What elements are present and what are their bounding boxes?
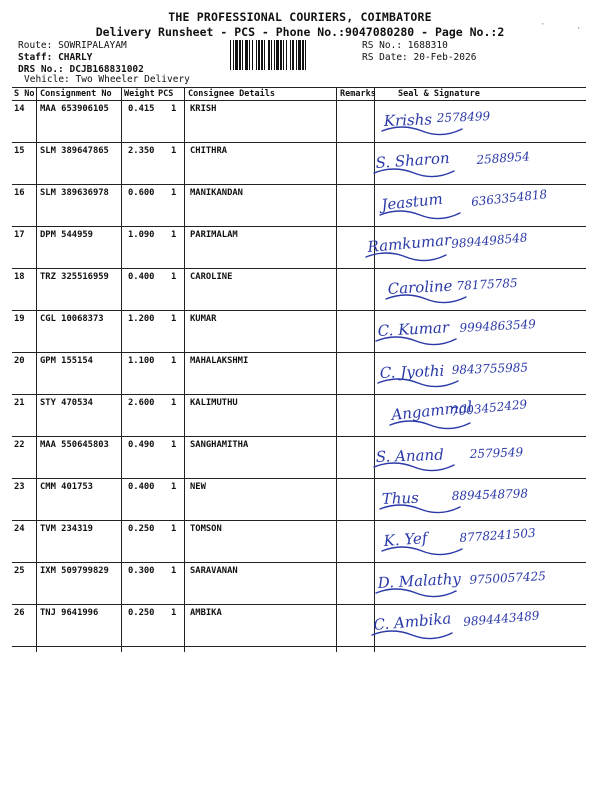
signature-stroke bbox=[372, 631, 452, 639]
signature-phone: 7003452429 bbox=[450, 397, 528, 420]
row-consignment-no: IXM 509799829 bbox=[40, 566, 109, 576]
signature-phone: 9843755985 bbox=[451, 360, 529, 378]
row-sno: 21 bbox=[14, 398, 25, 408]
signature-name: C. Ambika bbox=[372, 609, 453, 634]
signature-name: S. Anand bbox=[375, 445, 445, 466]
row-pcs: 1 bbox=[171, 230, 177, 240]
row-weight: 2.350 bbox=[128, 146, 155, 156]
barcode-bar bbox=[268, 40, 270, 70]
barcode-bar bbox=[290, 40, 291, 70]
barcode-bar bbox=[249, 40, 250, 70]
row-sno: 25 bbox=[14, 566, 25, 576]
signature-phone: 2578499 bbox=[436, 109, 491, 126]
row-sno: 20 bbox=[14, 356, 25, 366]
row-weight: 1.100 bbox=[128, 356, 155, 366]
row-pcs: 1 bbox=[171, 566, 177, 576]
rs-date-label: RS Date: bbox=[362, 52, 408, 63]
row-consignee: NEW bbox=[190, 482, 206, 492]
rs-no-label: RS No.: bbox=[362, 40, 403, 51]
row-consignee: MANIKANDAN bbox=[190, 188, 243, 198]
row-sno: 22 bbox=[14, 440, 25, 450]
row-consignment-no: TRZ 325516959 bbox=[40, 272, 109, 282]
signature-layer bbox=[12, 87, 586, 652]
scan-mark: · bbox=[576, 24, 582, 34]
route-line bbox=[18, 40, 127, 52]
row-consignment-no: DPM 544959 bbox=[40, 230, 93, 240]
barcode-image bbox=[230, 40, 358, 70]
barcode-bar bbox=[230, 40, 231, 70]
vehicle-value: Two Wheeler Delivery bbox=[75, 74, 190, 85]
signature-stroke bbox=[376, 589, 456, 597]
row-consignee: SARAVANAN bbox=[190, 566, 238, 576]
row-consignee: KALIMUTHU bbox=[190, 398, 238, 408]
rs-no-line bbox=[362, 40, 448, 52]
signature-name: C. Kumar bbox=[377, 318, 450, 340]
signature-phone: 6363354818 bbox=[470, 187, 548, 210]
header-pcs: PCS bbox=[158, 89, 174, 99]
row-pcs: 1 bbox=[171, 524, 177, 534]
signature-stroke bbox=[380, 505, 460, 513]
row-pcs: 1 bbox=[171, 104, 177, 114]
row-sno: 18 bbox=[14, 272, 25, 282]
row-consignment-no: MAA 550645803 bbox=[40, 440, 109, 450]
barcode-bar bbox=[305, 40, 306, 70]
row-consignment-no: TNJ 9641996 bbox=[40, 608, 99, 618]
runsheet-subtitle: Delivery Runsheet - PCS - Phone No.:9047080280 - Page No.:2 bbox=[95, 25, 505, 39]
staff-line bbox=[18, 52, 92, 64]
barcode-bar bbox=[256, 40, 257, 70]
row-sno: 14 bbox=[14, 104, 25, 114]
row-weight: 0.300 bbox=[128, 566, 155, 576]
barcode-bar bbox=[280, 40, 282, 70]
rs-date-value: 20-Feb-2026 bbox=[413, 52, 477, 63]
signature-name: Caroline bbox=[387, 276, 453, 298]
signature-phone: 8894548798 bbox=[451, 486, 529, 504]
signature-name: K. Yef bbox=[383, 528, 428, 550]
vehicle-line bbox=[24, 74, 190, 85]
row-pcs: 1 bbox=[171, 272, 177, 282]
barcode-bar bbox=[242, 40, 243, 70]
signature-name: C. Jyothi bbox=[379, 361, 445, 382]
row-consignment-no: GPM 155154 bbox=[40, 356, 93, 366]
signature-phone: 78175785 bbox=[456, 275, 518, 294]
row-consignment-no: STY 470534 bbox=[40, 398, 93, 408]
row-weight: 0.400 bbox=[128, 272, 155, 282]
row-pcs: 1 bbox=[171, 314, 177, 324]
row-sno: 19 bbox=[14, 314, 25, 324]
route-value: SOWRIPALAYAM bbox=[58, 40, 127, 51]
signature-phone: 2579549 bbox=[469, 445, 524, 462]
signature-name: Jeastum bbox=[380, 189, 444, 214]
row-sno: 16 bbox=[14, 188, 25, 198]
signature-name: S. Sharon bbox=[375, 148, 451, 172]
row-pcs: 1 bbox=[171, 188, 177, 198]
barcode-bar bbox=[276, 40, 279, 70]
row-consignee: AMBIKA bbox=[190, 608, 222, 618]
header-seal: Seal & Signature bbox=[398, 89, 480, 99]
barcode-bar bbox=[302, 40, 304, 70]
header-consignment: Consignment No bbox=[40, 89, 112, 99]
row-weight: 0.250 bbox=[128, 608, 155, 618]
row-pcs: 1 bbox=[171, 440, 177, 450]
row-consignment-no: MAA 653906105 bbox=[40, 104, 109, 114]
barcode-bar bbox=[298, 40, 301, 70]
row-sno: 15 bbox=[14, 146, 25, 156]
row-pcs: 1 bbox=[171, 356, 177, 366]
row-consignee: KUMAR bbox=[190, 314, 217, 324]
signature-stroke bbox=[390, 421, 470, 429]
row-sno: 26 bbox=[14, 608, 25, 618]
row-weight: 0.600 bbox=[128, 188, 155, 198]
staff-label: Staff: bbox=[18, 52, 53, 63]
signature-stroke bbox=[386, 295, 466, 303]
row-weight: 0.400 bbox=[128, 482, 155, 492]
row-consignee: CHITHRA bbox=[190, 146, 228, 156]
route-label: Route: bbox=[18, 40, 53, 51]
barcode-bar bbox=[286, 40, 287, 70]
row-pcs: 1 bbox=[171, 482, 177, 492]
barcode-bar bbox=[245, 40, 248, 70]
barcode-bar bbox=[292, 40, 294, 70]
company-title: THE PROFESSIONAL COURIERS, COIMBATORE bbox=[168, 10, 432, 24]
row-consignee: TOMSON bbox=[190, 524, 222, 534]
signature-stroke bbox=[366, 253, 446, 261]
row-consignee: PARIMALAM bbox=[190, 230, 238, 240]
row-consignment-no: CMM 401753 bbox=[40, 482, 93, 492]
row-consignee: SANGHAMITHA bbox=[190, 440, 249, 450]
barcode-bar bbox=[271, 40, 272, 70]
row-consignment-no: SLM 389636978 bbox=[40, 188, 109, 198]
row-consignment-no: TVM 234319 bbox=[40, 524, 93, 534]
runsheet-table bbox=[12, 87, 586, 652]
row-weight: 1.090 bbox=[128, 230, 155, 240]
row-weight: 0.415 bbox=[128, 104, 155, 114]
header-weight: Weight bbox=[124, 89, 155, 99]
barcode-bar bbox=[283, 40, 284, 70]
signature-stroke bbox=[382, 547, 462, 555]
barcode-bar bbox=[296, 40, 297, 70]
staff-value: CHARLY bbox=[58, 52, 93, 63]
signature-phone: 9750057425 bbox=[469, 569, 547, 588]
barcode-bar bbox=[239, 40, 241, 70]
signature-phone: 8778241503 bbox=[458, 525, 537, 546]
vehicle-label: Vehicle: bbox=[24, 74, 70, 85]
barcode-bar bbox=[233, 40, 234, 70]
barcode-bar bbox=[274, 40, 275, 70]
row-sno: 24 bbox=[14, 524, 25, 534]
row-weight: 0.490 bbox=[128, 440, 155, 450]
barcode-bar bbox=[264, 40, 265, 70]
signature-phone: 9894498548 bbox=[450, 230, 528, 252]
drs-value: DCJB168831002 bbox=[69, 64, 144, 75]
row-sno: 17 bbox=[14, 230, 25, 240]
header-sno: S No bbox=[14, 89, 35, 99]
signature-name: Krishs bbox=[383, 110, 433, 130]
row-sno: 23 bbox=[14, 482, 25, 492]
barcode-bar bbox=[258, 40, 260, 70]
row-consignee: CAROLINE bbox=[190, 272, 233, 282]
row-pcs: 1 bbox=[171, 398, 177, 408]
barcode-bar bbox=[261, 40, 263, 70]
barcode-bar bbox=[235, 40, 238, 70]
row-pcs: 1 bbox=[171, 608, 177, 618]
signature-stroke bbox=[376, 337, 456, 345]
signature-phone: 9894443489 bbox=[462, 608, 540, 630]
row-weight: 2.600 bbox=[128, 398, 155, 408]
row-consignee: KRISH bbox=[190, 104, 217, 114]
signature-phone: 9994863549 bbox=[459, 317, 537, 336]
signature-name: Ramkumar bbox=[366, 230, 452, 256]
rs-date-line bbox=[362, 52, 476, 64]
signature-name: Thus bbox=[381, 488, 420, 508]
row-consignee: MAHALAKSHMI bbox=[190, 356, 249, 366]
rs-no-value: 1688310 bbox=[407, 40, 448, 51]
row-weight: 0.250 bbox=[128, 524, 155, 534]
row-weight: 1.200 bbox=[128, 314, 155, 324]
row-consignment-no: SLM 389647865 bbox=[40, 146, 109, 156]
row-pcs: 1 bbox=[171, 146, 177, 156]
signature-stroke bbox=[380, 211, 460, 219]
signature-phone: 2588954 bbox=[475, 149, 531, 168]
signature-name: D. Malathy bbox=[377, 569, 462, 592]
header-consignee: Consignee Details bbox=[188, 89, 275, 99]
drs-label: DRS No.: bbox=[18, 64, 64, 75]
scan-mark: · bbox=[540, 20, 546, 30]
signature-stroke bbox=[374, 169, 454, 177]
row-consignment-no: CGL 10068373 bbox=[40, 314, 104, 324]
barcode-bar bbox=[252, 40, 253, 70]
header-remarks: Remarks bbox=[340, 89, 376, 99]
signature-name: Angammal bbox=[390, 397, 474, 424]
